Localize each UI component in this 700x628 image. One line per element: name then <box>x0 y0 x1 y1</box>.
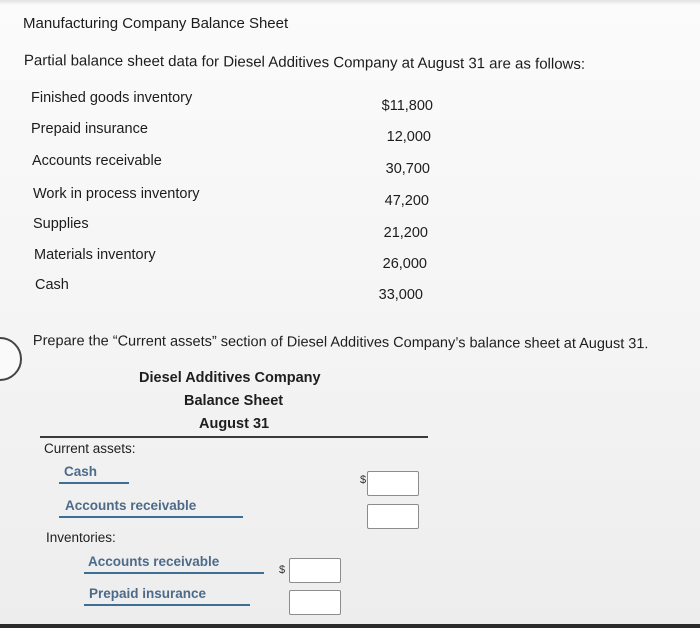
balance-label: Cash <box>35 277 69 293</box>
statement-company: Diesel Additives Company <box>139 370 321 386</box>
inventory-1-select[interactable]: Accounts receivable <box>88 554 220 569</box>
balance-value: $11,800 <box>381 98 433 114</box>
cash-amount-input[interactable] <box>367 471 419 496</box>
statement-name: Balance Sheet <box>184 393 284 409</box>
cash-select-underline <box>59 482 129 484</box>
cash-account-select[interactable]: Cash <box>64 464 98 479</box>
header-rule <box>40 436 428 438</box>
balance-value: 21,200 <box>383 225 428 241</box>
balance-value: 33,000 <box>378 287 423 303</box>
side-tab-handle[interactable] <box>0 337 22 381</box>
top-shadow <box>0 0 700 5</box>
currency-symbol: $ <box>279 564 286 576</box>
inventory-2-select[interactable]: Prepaid insurance <box>89 586 207 601</box>
balance-label: Prepaid insurance <box>31 121 148 137</box>
balance-value: 12,000 <box>386 129 431 145</box>
inventory-1-amount-input[interactable] <box>289 558 341 583</box>
currency-symbol: $ <box>360 474 367 486</box>
inventory-1-underline <box>84 572 264 574</box>
balance-value: 47,200 <box>384 193 429 209</box>
accounts-receivable-amount-input[interactable] <box>367 504 419 529</box>
statement-date: August 31 <box>199 416 270 432</box>
inventories-label: Inventories: <box>46 530 116 545</box>
balance-value: 30,700 <box>385 161 430 177</box>
inventory-2-underline <box>84 604 250 606</box>
current-assets-label: Current assets: <box>44 441 136 456</box>
balance-label: Accounts receivable <box>32 153 162 169</box>
balance-value: 26,000 <box>382 256 427 272</box>
ar-select-underline <box>59 516 243 518</box>
intro-text: Partial balance sheet data for Diesel Additives Company at August 31 are as follows: <box>23 52 586 73</box>
balance-label: Finished goods inventory <box>31 90 193 106</box>
instruction-text: Prepare the “Current assets” section of Diesel Additives Company’s balance sheet at August 31. <box>32 333 649 353</box>
balance-label: Supplies <box>33 216 89 232</box>
accounts-receivable-select[interactable]: Accounts receivable <box>65 498 197 513</box>
balance-label: Materials inventory <box>34 247 156 263</box>
inventory-2-amount-input[interactable] <box>289 590 341 615</box>
balance-label: Work in process inventory <box>33 186 200 202</box>
page-title: Manufacturing Company Balance Sheet <box>23 15 289 32</box>
